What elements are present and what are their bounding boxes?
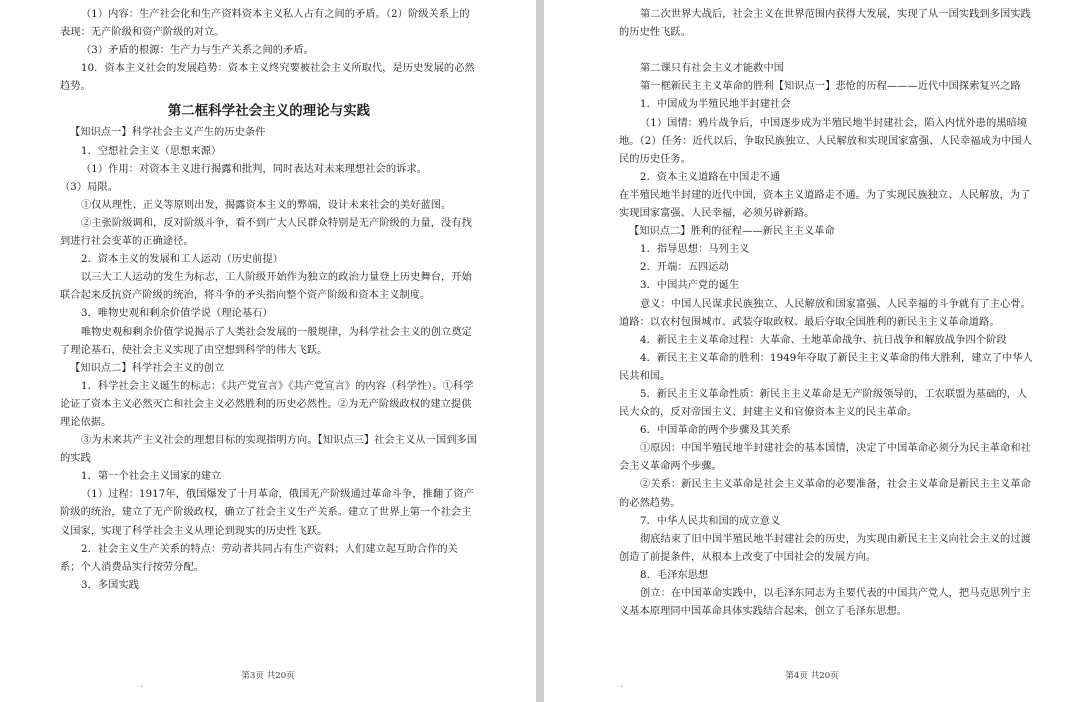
paragraph-text: （3）局限。 bbox=[60, 181, 119, 193]
paragraph bbox=[60, 179, 478, 197]
paragraph-group bbox=[60, 124, 478, 594]
paragraph-text: 在半殖民地半封建的近代中国，资本主义道路走不通。为了实现民族独立、人民解放，为了实现国家富强、人民幸福，必须另辟新路。 bbox=[619, 189, 1031, 220]
paragraph-text: 彻底结束了旧中国半殖民地半封建社会的历史，为实现由新民主主义向社会主义的过渡创造了前提条件，从根本上改变了中国社会的发展方向。 bbox=[619, 533, 1031, 563]
paragraph bbox=[60, 324, 478, 360]
paragraph-text: 1．空想社会主义（思想来源） bbox=[81, 145, 222, 157]
paragraph bbox=[60, 251, 478, 269]
paragraph bbox=[60, 577, 478, 595]
paragraph bbox=[619, 241, 1033, 259]
paragraph-group bbox=[60, 6, 478, 96]
paragraph-text: 2．社会主义生产关系的特点：劳动者共同占有生产资料；人们建立起互助合作的关系；个人消费品实行按劳分配。 bbox=[60, 543, 458, 573]
paragraph-text: 1．第一个社会主义国家的建立 bbox=[81, 471, 222, 483]
paragraph bbox=[60, 541, 478, 577]
paragraph bbox=[619, 386, 1033, 422]
page-body bbox=[60, 6, 478, 595]
paragraph bbox=[619, 296, 1033, 332]
paragraph-text: 3．中国共产党的诞生 bbox=[640, 280, 740, 292]
paragraph bbox=[60, 468, 478, 486]
paragraph bbox=[619, 531, 1033, 567]
paragraph-text: ①原因：中国半殖民地半封建社会的基本国情，决定了中国革命必须分为民主革命和社会主义革命两个步骤。 bbox=[619, 443, 1031, 473]
paragraph-text: 第二课只有社会主义才能救中国 bbox=[640, 63, 785, 75]
paragraph bbox=[619, 223, 1033, 241]
paragraph-text: 【知识点一】科学社会主义产生的历史条件 bbox=[70, 127, 266, 139]
paragraph bbox=[60, 197, 478, 215]
page-footer: 第4页 共20页 bbox=[785, 671, 839, 681]
document-page-3 bbox=[0, 0, 536, 702]
paragraph-text: 第二次世界大战后，社会主义在世界范围内获得大发展，实现了从一国实践到多国实践的历史性飞跃。 bbox=[619, 9, 1031, 39]
paragraph bbox=[619, 169, 1033, 187]
paragraph bbox=[619, 259, 1033, 277]
paragraph-text: 2．资本主义道路在中国走不通 bbox=[640, 171, 781, 183]
paragraph bbox=[60, 269, 478, 305]
paragraph-text: 10．资本主义社会的发展趋势：资本主义终究要被社会主义所取代，是历史发展的必然趋势。 bbox=[60, 63, 475, 93]
paragraph-text: （1）内容：生产社会化和生产资料资本主义私人占有之间的矛盾。（2）阶级关系上的表现：无产阶级和资产阶级的对立。 bbox=[60, 9, 470, 39]
paragraph bbox=[619, 567, 1033, 585]
paragraph bbox=[619, 350, 1033, 386]
paragraph-text: 7．中华人民共和国的成立意义 bbox=[640, 515, 781, 527]
paragraph bbox=[619, 60, 1033, 78]
paragraph-text: （3）矛盾的根源：生产力与生产关系之间的矛盾。 bbox=[81, 45, 314, 57]
paragraph bbox=[60, 486, 478, 540]
paragraph bbox=[619, 96, 1033, 114]
paragraph-text: 1．科学社会主义诞生的标志：《共产党宣言》《共产党宣言》的内容（科学性）。①科学论证了资本主义必然灭亡和社会主义必然胜利的历史必然性。②为无产阶级政权的建立提供理论依据。 bbox=[60, 380, 474, 428]
paragraph bbox=[60, 60, 478, 96]
paragraph bbox=[60, 360, 478, 378]
page-gap bbox=[536, 0, 544, 702]
paragraph bbox=[60, 305, 478, 323]
paragraph bbox=[60, 6, 478, 42]
paragraph-text: 5．新民主主义革命性质：新民主主义革命是无产阶级领导的，工农联盟为基础的，人民大众的，反对帝国主义、封建主义和官僚资本主义的民主革命。 bbox=[619, 388, 1028, 419]
paragraph bbox=[60, 215, 478, 251]
paragraph bbox=[60, 124, 478, 142]
paragraph-group bbox=[619, 6, 1033, 621]
paragraph-text: ②关系：新民主主义革命是社会主义革命的必要准备，社会主义革命是新民主主义革命的必然趋势。 bbox=[619, 479, 1031, 509]
paragraph bbox=[619, 513, 1033, 531]
paragraph bbox=[619, 476, 1033, 512]
paragraph bbox=[619, 187, 1033, 223]
corner-mark: ʼ bbox=[620, 685, 623, 693]
paragraph-text: 第一框新民主主义革命的胜利【知识点一】悲怆的历程———近代中国探索复兴之路 bbox=[640, 81, 1021, 93]
paragraph bbox=[619, 585, 1033, 621]
paragraph-text: 唯物史观和剩余价值学说揭示了人类社会发展的一般规律，为科学社会主义的创立奠定了理论基石，使社会主义实现了由空想到科学的伟大飞跃。 bbox=[60, 326, 472, 356]
paragraph bbox=[60, 432, 478, 468]
paragraph bbox=[619, 6, 1033, 42]
paragraph-text: 【知识点二】胜利的征程——新民主主义革命 bbox=[629, 226, 835, 238]
paragraph-text: 4．新民主主义革命的胜利：1949年夺取了新民主主义革命的伟大胜利，建立了中华人民共和国。 bbox=[619, 352, 1033, 382]
paragraph bbox=[60, 378, 478, 432]
paragraph-text: 6．中国革命的两个步骤及其关系 bbox=[640, 425, 791, 437]
paragraph-text: 4．新民主主义革命过程：大革命、土地革命战争、抗日战争和解放战争四个阶段 bbox=[640, 334, 1007, 346]
paragraph-text: （1）国情：鸦片战争后，中国逐步成为半殖民地半封建社会，陷入内忧外患的黑暗境地。（2）任务：近代以后，争取民族独立、人民解放和实现国家富强、人民幸福成为中国人民的历史任务。 bbox=[619, 117, 1032, 165]
paragraph bbox=[619, 422, 1033, 440]
paragraph-text: 8．毛泽东思想 bbox=[640, 569, 709, 581]
page-body bbox=[619, 6, 1033, 621]
paragraph bbox=[60, 42, 478, 60]
document-page-4 bbox=[544, 0, 1080, 702]
paragraph bbox=[619, 115, 1033, 169]
paragraph bbox=[619, 440, 1033, 476]
paragraph bbox=[619, 277, 1033, 295]
paragraph bbox=[619, 42, 1033, 60]
paragraph-text: 以三大工人运动的发生为标志，工人阶级开始作为独立的政治力量登上历史舞台，开始联合起来反抗资产阶级的统治，将斗争的矛头指向整个资产阶级和资本主义制度。 bbox=[60, 272, 472, 302]
paragraph-text: ③为未来共产主义社会的理想目标的实现指明方向。【知识点三】社会主义从一国到多国的实践 bbox=[60, 435, 478, 465]
paragraph-text: 2．开端：五四运动 bbox=[640, 262, 729, 274]
paragraph-text: （1）作用：对资本主义进行揭露和批判，同时表达对未来理想社会的诉求。 bbox=[81, 163, 428, 175]
paragraph-text: ①仅从理性、正义等原则出发，揭露资本主义的弊端，设计未来社会的美好蓝图。 bbox=[81, 199, 452, 211]
paragraph-text: 意义：中国人民谋求民族独立、人民解放和国家富强、人民幸福的斗争就有了主心骨。道路：以农村包围城市、武装夺取政权、最后夺取全国胜利的新民主主义革命道路。 bbox=[619, 298, 1031, 328]
page-footer: 第3页 共20页 bbox=[241, 671, 295, 681]
paragraph-text: 1．中国成为半殖民地半封建社会 bbox=[640, 99, 791, 111]
corner-mark: ʼ bbox=[140, 685, 143, 693]
section-heading: 第二框科学社会主义的理论与实践 bbox=[167, 103, 371, 120]
paragraph-text: 1．指导思想：马列主义 bbox=[640, 244, 750, 256]
paragraph-text: 【知识点二】科学社会主义的创立 bbox=[70, 362, 225, 374]
paragraph bbox=[619, 78, 1033, 96]
paragraph-text: （1）过程：1917年，俄国爆发了十月革命，俄国无产阶级通过革命斗争，推翻了资产阶级的统治，建立了无产阶级政权，确立了社会主义生产关系。建立了世界上第一个社会主义国家，实现了科学社会主义从理论到现实的历史性飞跃。 bbox=[60, 489, 474, 537]
paragraph-text: 3．唯物史观和剩余价值学说（理论基石） bbox=[81, 308, 273, 320]
paragraph-text: 3．多国实践 bbox=[81, 579, 140, 591]
paragraph-text: 2．资本主义的发展和工人运动（历史前提） bbox=[81, 254, 284, 266]
paragraph bbox=[619, 332, 1033, 350]
paragraph-text: ②主张阶级调和，反对阶级斗争，看不到广大人民群众特别是无产阶级的力量，没有找到进行社会变革的正确途径。 bbox=[60, 217, 472, 248]
paragraph-text: 创立：在中国革命实践中，以毛泽东同志为主要代表的中国共产党人，把马克思列宁主义基本原理同中国革命具体实践结合起来，创立了毛泽东思想。 bbox=[619, 588, 1031, 618]
paragraph bbox=[60, 161, 478, 179]
paragraph bbox=[60, 143, 478, 161]
